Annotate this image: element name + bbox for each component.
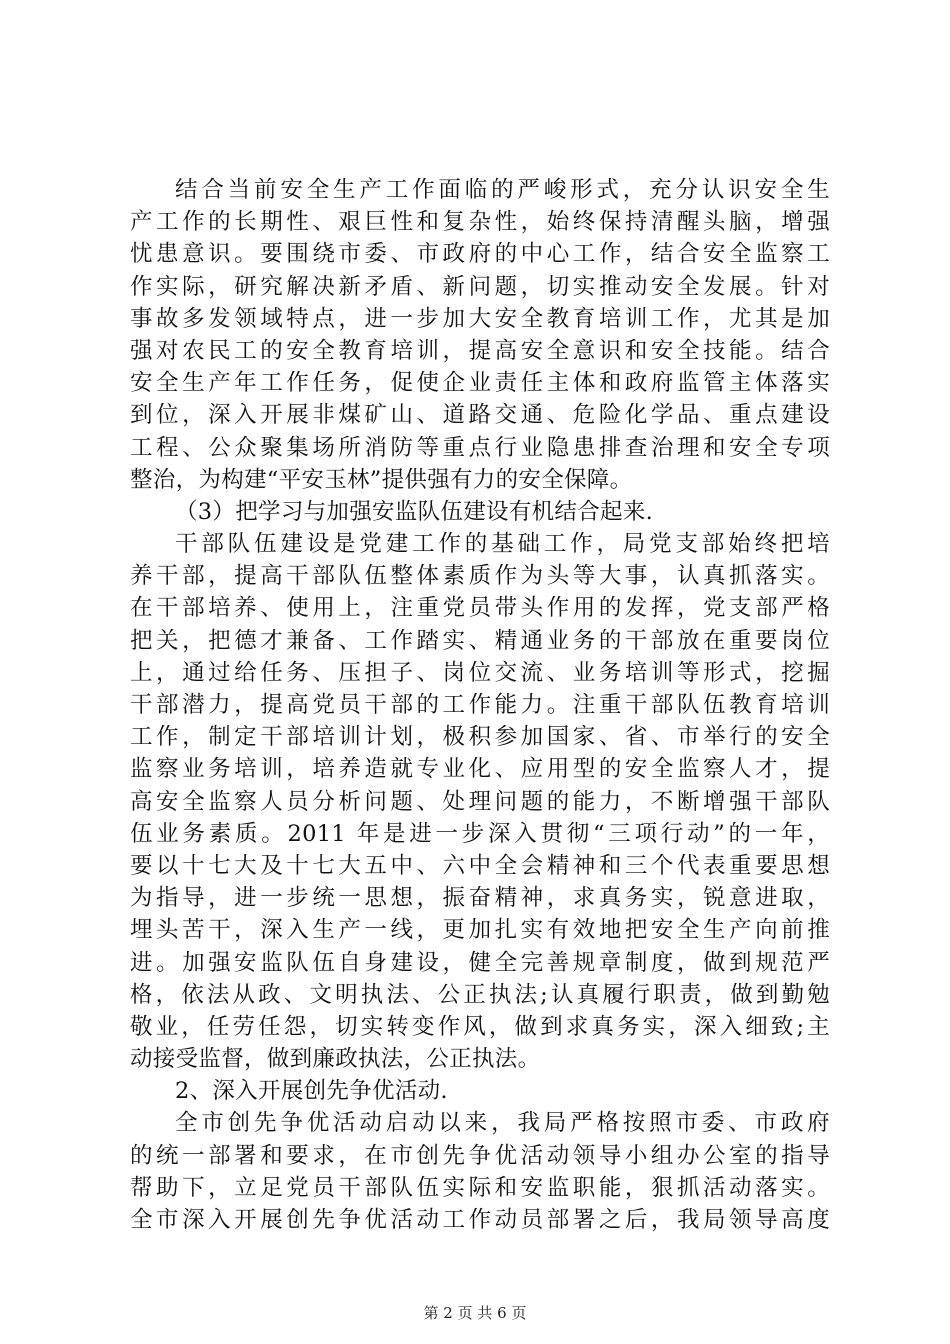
text-line: 埋头苦干，深入生产一线，更加扎实有效地把安全生产向前推: [130, 917, 830, 944]
section-heading: （3）把学习与加强安监队伍建设有机结合起来.: [175, 498, 654, 525]
text-line: 产工作的长期性、艰巨性和复杂性，始终保持清醒头脑，增强: [130, 209, 830, 236]
document-body: [130, 174, 830, 1236]
text-line: 干部队伍建设是党建工作的基础工作，局党支部始终把培: [175, 531, 830, 558]
section-heading: 2、深入开展创先争优活动.: [175, 1078, 448, 1105]
text-line: 伍业务素质。2011 年是进一步深入贯彻“三项行动”的一年，: [130, 820, 830, 847]
text-line: 要以十七大及十七大五中、六中全会精神和三个代表重要思想: [130, 852, 830, 879]
text-line: 养干部，提高干部队伍整体素质作为头等大事，认真抓落实。: [130, 563, 830, 590]
text-line: 上，通过给任务、压担子、岗位交流、业务培训等形式，挖掘: [130, 659, 830, 686]
text-line: 结合当前安全生产工作面临的严峻形式，充分认识安全生: [175, 177, 830, 203]
text-line: 事故多发领域特点，进一步加大安全教育培训工作，尤其是加: [130, 305, 830, 332]
text-line: 工程、公众聚集场所消防等重点行业隐患排查治理和安全专项: [130, 434, 830, 461]
text-line: 把关，把德才兼备、工作踏实、精通业务的干部放在重要岗位: [130, 627, 830, 654]
text-line: 监察业务培训，培养造就专业化、应用型的安全监察人才，提: [130, 756, 830, 783]
text-line: 在干部培养、使用上，注重党员带头作用的发挥，党支部严格: [130, 595, 830, 622]
text-line: 工作，制定干部培训计划，极积参加国家、省、市举行的安全: [130, 724, 830, 751]
text-line: 强对农民工的安全教育培训，提高安全意识和安全技能。结合: [130, 337, 830, 364]
text-line: 整治，为构建“平安玉林”提供强有力的安全保障。: [130, 466, 633, 493]
text-line: 全市创先争优活动启动以来，我局严格按照市委、市政府: [175, 1110, 830, 1137]
text-line: 作实际，研究解决新矛盾、新问题，切实推动安全发展。针对: [130, 273, 830, 300]
text-line: 安全生产年工作任务，促使企业责任主体和政府监管主体落实: [130, 370, 830, 397]
text-line: 到位，深入开展非煤矿山、道路交通、危险化学品、重点建设: [130, 402, 830, 429]
text-line: 敬业，任劳任怨，切实转变作风，做到求真务实，深入细致;主: [130, 1013, 830, 1040]
text-line: 高安全监察人员分析问题、处理问题的能力，不断增强干部队: [130, 788, 830, 815]
text-line: 动接受监督，做到廉政执法，公正执法。: [130, 1046, 541, 1073]
text-line: 的统一部署和要求，在市创先争优活动领导小组办公室的指导: [130, 1142, 830, 1169]
text-line: 进。加强安监队伍自身建设，健全完善规章制度，做到规范严: [130, 949, 830, 976]
text-line: 为指导，进一步统一思想，振奋精神，求真务实，锐意进取，: [130, 885, 830, 912]
text-line: 干部潜力，提高党员干部的工作能力。注重干部队伍教育培训: [130, 692, 830, 718]
text-line: 忧患意识。要围绕市委、市政府的中心工作，结合安全监察工: [130, 241, 830, 268]
text-line: 全市深入开展创先争优活动工作动员部署之后，我局领导高度: [130, 1207, 830, 1233]
text-line: 格，依法从政、文明执法、公正执法;认真履行职责，做到勤勉: [130, 981, 830, 1008]
text-line: 帮助下，立足党员干部队伍实际和安监职能，狠抓活动落实。: [130, 1174, 830, 1201]
page-footer: 第 2 页 共 6 页: [423, 1304, 527, 1322]
